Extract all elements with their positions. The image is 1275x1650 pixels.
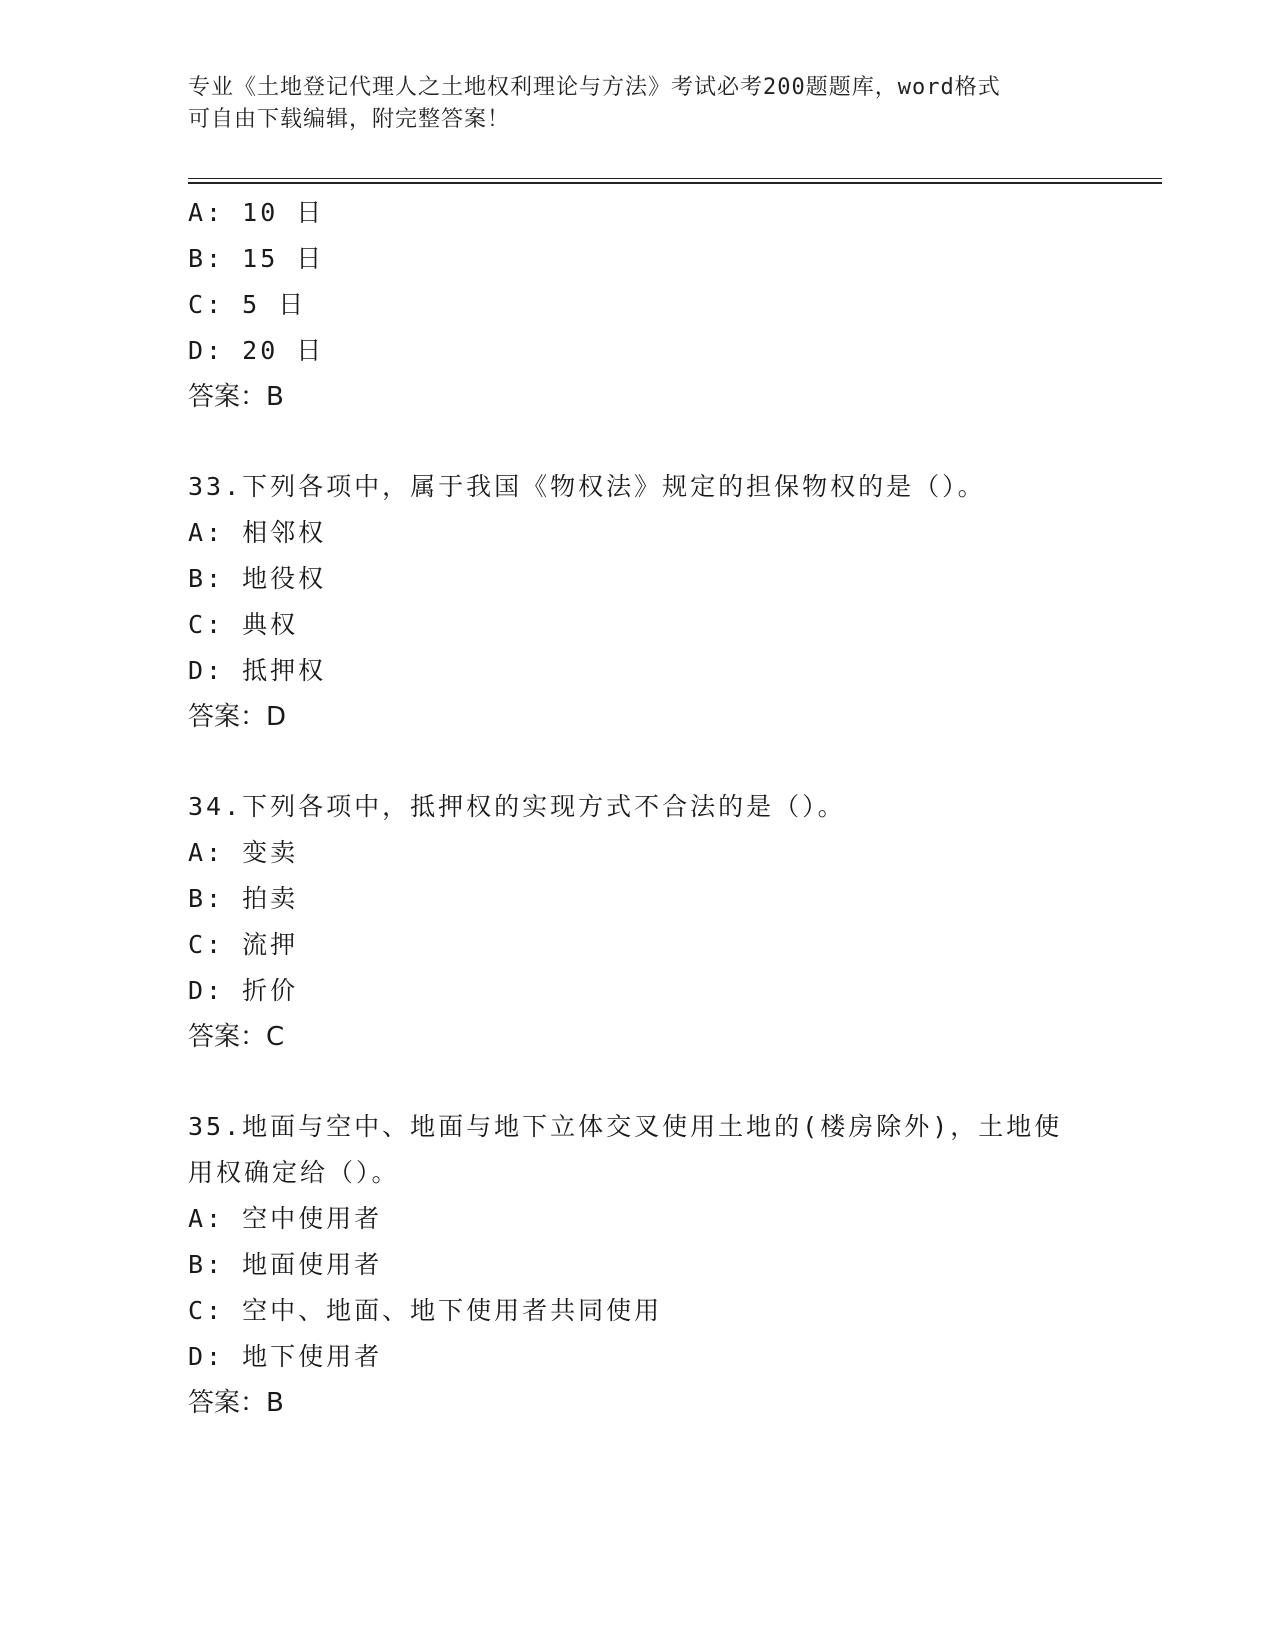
option-b: B: 地面使用者 [188,1250,383,1279]
header-divider-thin [188,178,1162,179]
question-block-34 [188,784,1088,1060]
question-text: 33.下列各项中，属于我国《物权法》规定的担保物权的是（）。 [188,472,986,501]
option-d: D: 地下使用者 [188,1342,383,1371]
option-b: B: 地役权 [188,564,327,593]
answer-line: 答案：B [188,1388,284,1418]
option-a: A: 10 日 [188,198,325,227]
answer-line: 答案：C [188,1022,285,1052]
option-b: B: 拍卖 [188,884,299,913]
option-d: D: 折价 [188,976,299,1005]
option-b: B: 15 日 [188,244,325,273]
header-line-2: 可自由下载编辑，附完整答案！ [188,107,511,132]
option-c: C: 流押 [188,930,299,959]
spacer [188,1060,1088,1104]
option-a: A: 空中使用者 [188,1204,383,1233]
question-text: 34.下列各项中，抵押权的实现方式不合法的是（）。 [188,792,846,821]
spacer [188,740,1088,784]
question-text-line-2: 用权确定给（）。 [188,1158,400,1187]
option-d: D: 20 日 [188,336,325,365]
question-text-line-1: 35.地面与空中、地面与地下立体交叉使用土地的(楼房除外)，土地使 [188,1112,1063,1141]
header-line-1: 专业《土地登记代理人之土地权利理论与方法》考试必考200题题库，word格式 [188,75,1001,100]
option-c: C: 典权 [188,610,299,639]
document-header [188,72,1088,136]
option-c: C: 空中、地面、地下使用者共同使用 [188,1296,663,1325]
question-block-32 [188,190,1088,420]
spacer [188,420,1088,464]
question-list [188,190,1088,1426]
option-a: A: 变卖 [188,838,299,867]
answer-line: 答案：B [188,382,284,412]
header-divider-thick [188,182,1162,184]
question-block-33 [188,464,1088,740]
option-c: C: 5 日 [188,290,307,319]
option-d: D: 抵押权 [188,656,327,685]
question-block-35 [188,1104,1088,1426]
option-a: A: 相邻权 [188,518,327,547]
answer-line: 答案：D [188,702,287,732]
